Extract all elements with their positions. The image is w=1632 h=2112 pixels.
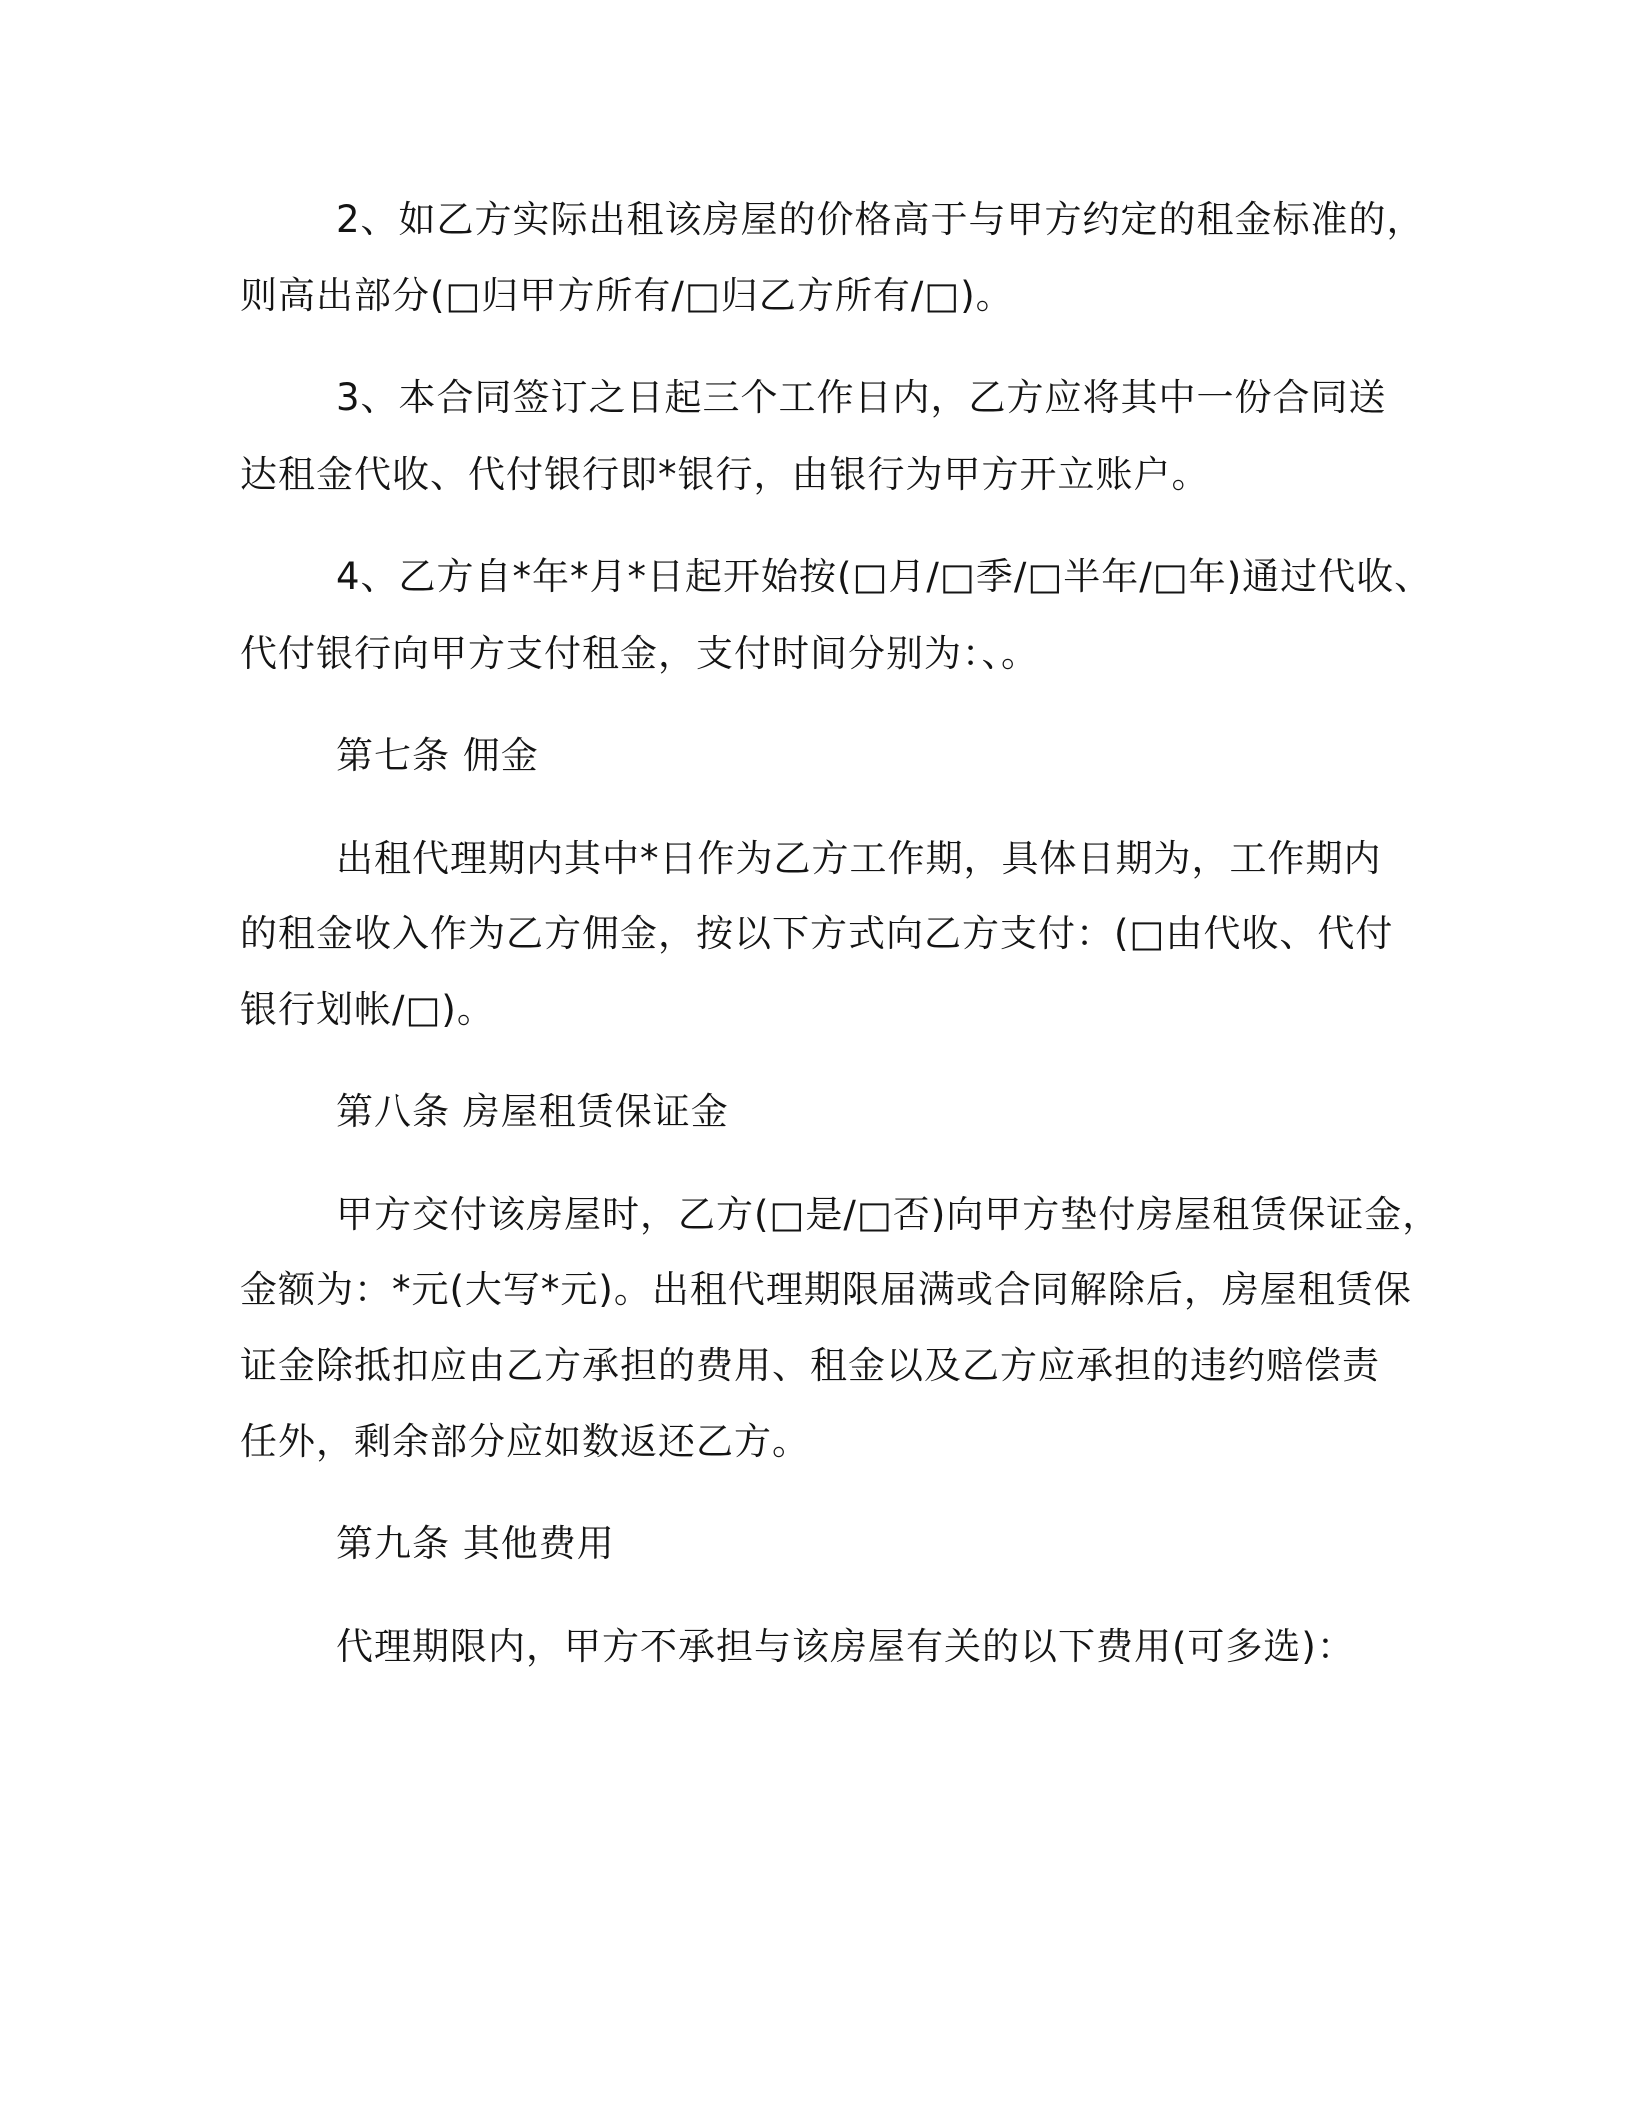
- clause-2-line-2: 则高出部分(□归甲方所有/□归乙方所有/□)。: [240, 274, 1014, 317]
- article-7-line-1: 出租代理期内其中*日作为乙方工作期，具体日期为，工作期内: [336, 837, 1382, 880]
- article-8-line-3: 证金除抵扣应由乙方承担的费用、租金以及乙方应承担的违约赔偿责: [240, 1344, 1380, 1387]
- clause-3-line-1: 3、本合同签订之日起三个工作日内，乙方应将其中一份合同送: [336, 376, 1387, 419]
- clause-2-line-1: 2、如乙方实际出租该房屋的价格高于与甲方约定的租金标准的，: [336, 198, 1425, 241]
- article-9-line-1: 代理期限内，甲方不承担与该房屋有关的以下费用(可多选)：: [336, 1625, 1355, 1668]
- article-9-heading: 第九条 其他费用: [336, 1522, 615, 1565]
- article-8-line-1: 甲方交付该房屋时，乙方(□是/□否)向甲方垫付房屋租赁保证金，: [336, 1193, 1441, 1236]
- clause-4-line-1: 4、乙方自*年*月*日起开始按(□月/□季/□半年/□年)通过代收、: [336, 555, 1433, 598]
- article-8-heading: 第八条 房屋租赁保证金: [336, 1090, 729, 1133]
- article-8-line-4: 任外，剩余部分应如数返还乙方。: [240, 1420, 810, 1463]
- article-7-heading: 第七条 佣金: [336, 734, 539, 777]
- clause-3-line-2: 达租金代收、代付银行即*银行，由银行为甲方开立账户。: [240, 453, 1210, 496]
- article-7-line-3: 银行划帐/□)。: [240, 988, 495, 1031]
- article-7-line-2: 的租金收入作为乙方佣金，按以下方式向乙方支付：(□由代收、代付: [240, 912, 1394, 955]
- article-8-line-2: 金额为：*元(大写*元)。出租代理期限届满或合同解除后，房屋租赁保: [240, 1268, 1412, 1311]
- clause-4-line-2: 代付银行向甲方支付租金，支付时间分别为：、。: [240, 632, 1039, 675]
